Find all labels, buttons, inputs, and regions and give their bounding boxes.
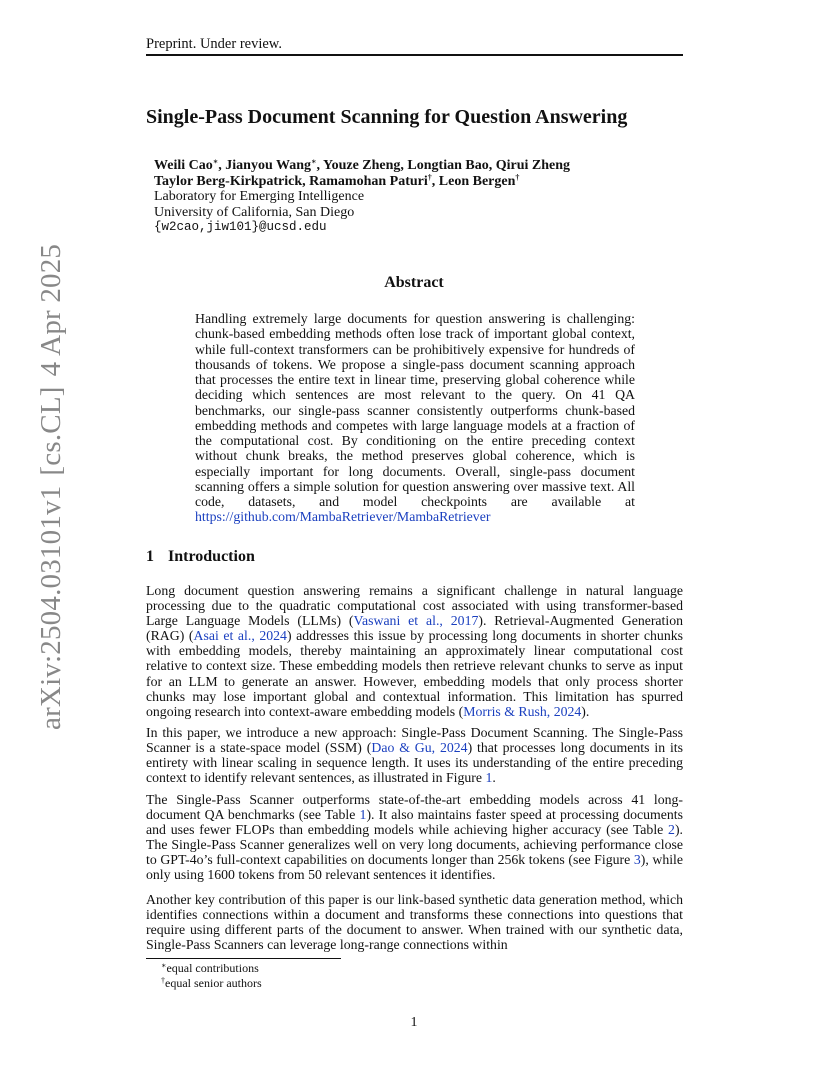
footnote-1: ∗equal contributions bbox=[161, 961, 259, 975]
citation-link[interactable]: Vaswani et al., 2017 bbox=[353, 613, 479, 629]
author-name: Youze Zheng, Longtian Bao, Qirui Zheng bbox=[323, 158, 571, 173]
figure-ref-link[interactable]: 3 bbox=[633, 852, 641, 868]
section-number: 1 bbox=[146, 548, 154, 565]
paragraph-2: In this paper, we introduce a new approach: Single-Pass Document Scanning. The Single-Pass Scanner is a state-space model (SSM) (Dao & Gu, 2024) that processes long documents in its entirety with linear scaling in sequence length. It uses its understanding of the entire preceding context to identify relevant sentences, as illustrated in Figure 1. bbox=[146, 725, 683, 786]
footnotes bbox=[161, 961, 262, 991]
author-name: Weili Cao bbox=[154, 158, 213, 173]
senior-author-mark: † bbox=[427, 172, 432, 182]
abstract-text bbox=[195, 311, 635, 525]
author-name: Taylor Berg-Kirkpatrick, Ramamohan Paturi bbox=[154, 173, 428, 189]
section-heading bbox=[146, 548, 255, 566]
senior-author-mark: † bbox=[515, 172, 520, 182]
citation-link[interactable]: Morris & Rush, 2024 bbox=[463, 703, 582, 719]
footnote-rule bbox=[146, 958, 341, 959]
equal-contribution-mark: ∗ bbox=[212, 157, 219, 166]
arxiv-category: [cs.CL] bbox=[35, 386, 67, 476]
author-name: Leon Bergen bbox=[438, 173, 516, 189]
author-line-2: Taylor Berg-Kirkpatrick, Ramamohan Paturi†, Leon Bergen† bbox=[154, 172, 520, 189]
author-name: Jianyou Wang bbox=[225, 158, 311, 173]
arxiv-stamp bbox=[35, 234, 68, 730]
author-block bbox=[154, 158, 570, 236]
paragraph-1: Long document question answering remains a significant challenge in natural language processing due to the quadratic computational cost associated with using transformer-based Large Language Models (LLMs) (Vaswani et al., 2017). Retrieval-Augmented Generation (RAG) (Asai et al., 2024) addresses this issue by processing long documents in shorter chunks with embedding models, thereby maintaining an approximately linear computational cost relative to context size. These embedding models then retrieve relevant chunks to serve as input for an LLM to generate an answer. However, embedding models that only process shorter chunks may lose important global and contextual information. This limitation has spurred ongoing research into context-aware embedding models (Morris & Rush, 2024). bbox=[146, 583, 684, 719]
footnote-2: †equal senior authors bbox=[161, 976, 262, 990]
table-ref-link[interactable]: 2 bbox=[668, 822, 675, 838]
arxiv-id: arXiv:2504.03101v1 bbox=[35, 485, 67, 730]
affiliation-lab: Laboratory for Emerging Intelligence bbox=[154, 189, 365, 204]
author-email: {w2cao,jiw101}@ucsd.edu bbox=[154, 220, 327, 234]
section-title: Introduction bbox=[168, 548, 255, 565]
equal-contribution-mark: ∗ bbox=[311, 157, 317, 166]
arxiv-date: 4 Apr 2025 bbox=[35, 243, 67, 377]
affiliation-university: University of California, San Diego bbox=[154, 204, 355, 220]
author-line-1: Weili Cao∗, Jianyou Wang∗, Youze Zheng, Longtian Bao, Qirui Zheng bbox=[154, 157, 571, 173]
figure-ref-link[interactable]: 1 bbox=[485, 770, 493, 786]
abstract-body: Handling extremely large documents for question answering is challenging: chunk-based embedding methods often lose track of important global context, while full-context transformers can be prohibitively expensive for hundreds of thousands of tokens. We propose a single-pass document scanning approach that processes the entire text in linear time, preserving global coherence while deciding which sentences are most relevant to the query. On 41 QA benchmarks, our single-pass scanner consistently outperforms chunk-based embedding methods and competes with large language models at a fraction of the computational cost. By conditioning on the entire preceding context without chunk breaks, the method preserves global coherence, which is especially important for long documents. Overall, single-pass document scanning offers a simple solution for question answering over massive text. All code, datasets, and model checkpoints are available at bbox=[195, 311, 635, 509]
paper-title: Single-Pass Document Scanning for Question Answering bbox=[146, 106, 628, 128]
citation-link[interactable]: Dao & Gu, 2024 bbox=[371, 740, 468, 756]
paragraph-3: The Single-Pass Scanner outperforms state-of-the-art embedding models across 41 long-document QA benchmarks (see Table 1). It also maintains faster speed at processing documents and uses fewer FLOPs than embedding models while achieving higher accuracy (see Table 2). The Single-Pass Scanner generalizes well on very long documents, achieving performance close to GPT-4o’s full-context capabilities on documents longer than 256k tokens (see Figure 3), while only using 1600 tokens from 50 relevant sentences it identifies. bbox=[146, 792, 684, 883]
code-link[interactable]: https://github.com/MambaRetriever/MambaRetriever bbox=[195, 509, 491, 525]
running-header: Preprint. Under review. bbox=[146, 36, 282, 52]
citation-link[interactable]: Asai et al., 2024 bbox=[193, 628, 287, 644]
header-rule bbox=[146, 54, 683, 56]
table-ref-link[interactable]: 1 bbox=[359, 807, 367, 823]
paragraph-4: Another key contribution of this paper is our link-based synthetic data generation method, which identifies connections within a document and transforms these connections into questions that require using different parts of the document to answer. When trained with our synthetic data, Single-Pass Scanners can leverage long-range connections within bbox=[146, 892, 683, 953]
page-number: 1 bbox=[410, 1015, 418, 1030]
abstract-heading: Abstract bbox=[384, 274, 444, 291]
